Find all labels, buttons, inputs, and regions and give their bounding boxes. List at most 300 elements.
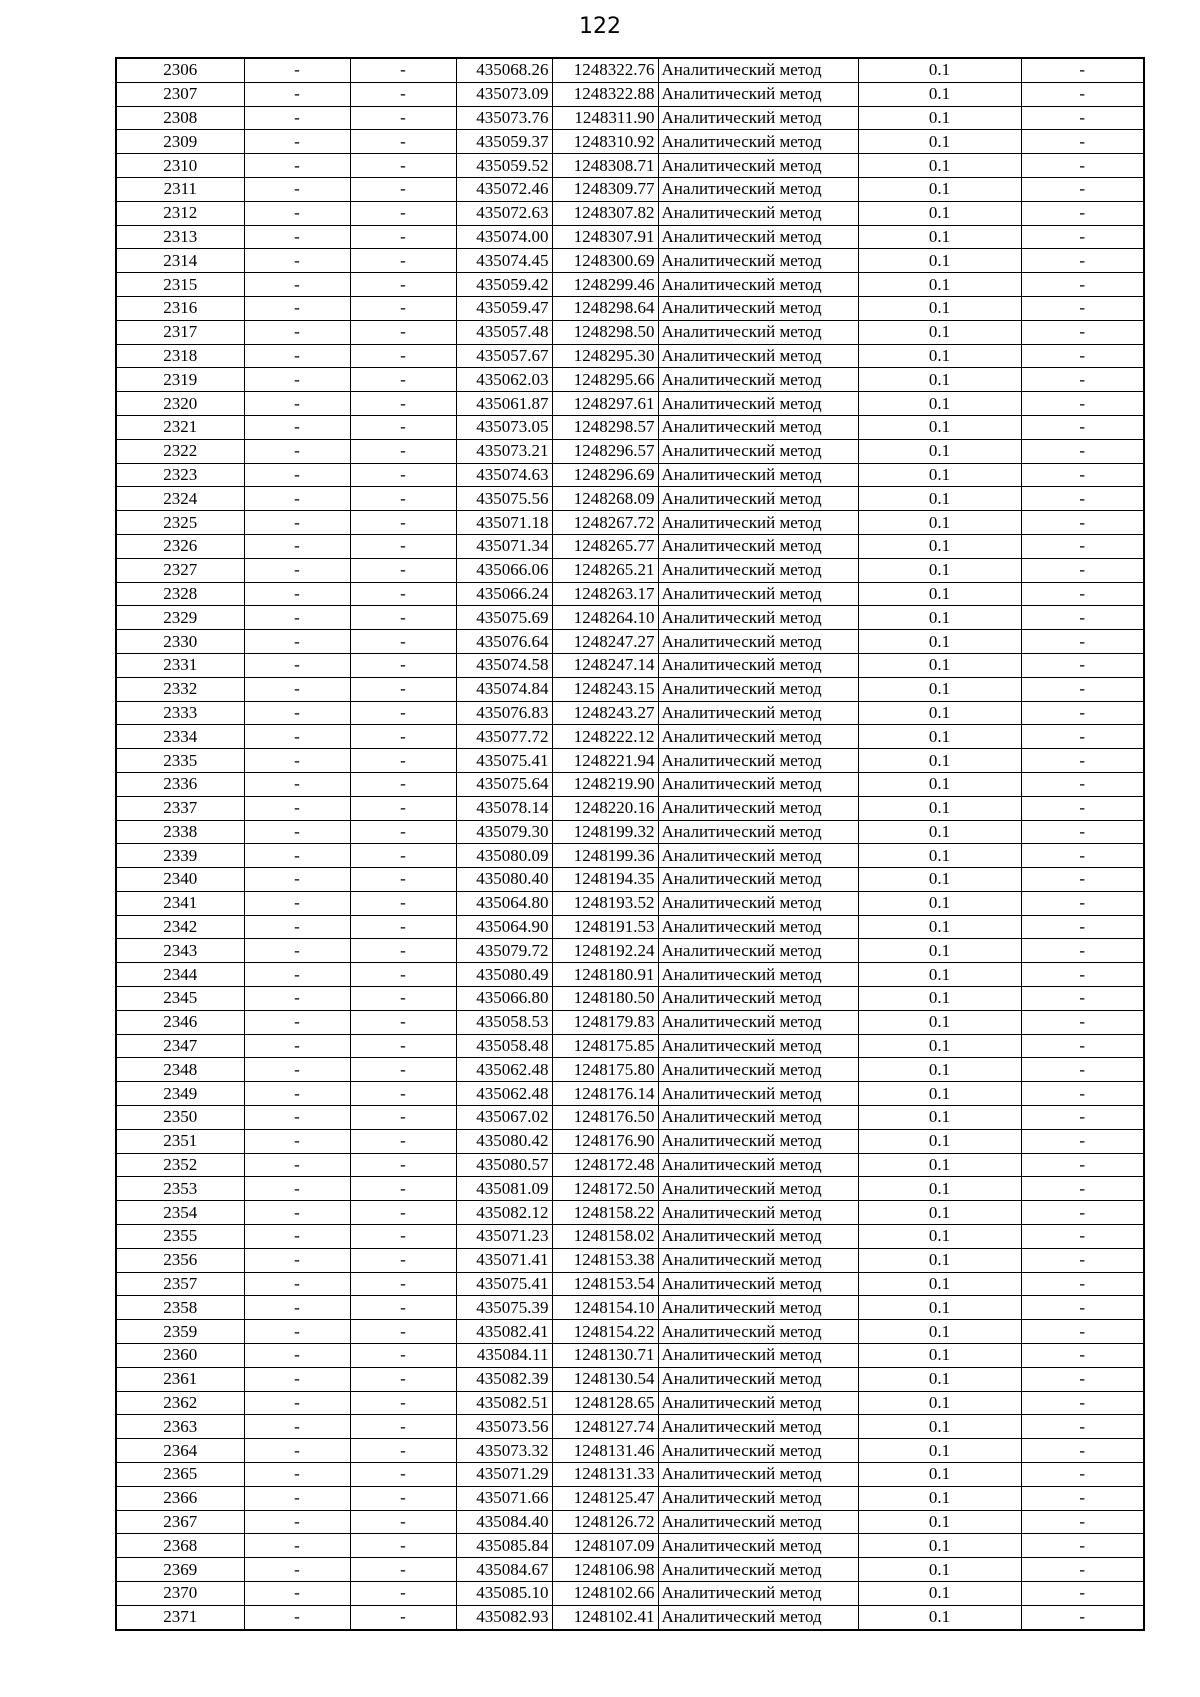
description-cell: - xyxy=(1021,1510,1144,1534)
empty-cell: - xyxy=(350,915,456,939)
y-coordinate-cell: 1248179.83 xyxy=(552,1010,658,1034)
description-cell: - xyxy=(1021,772,1144,796)
y-coordinate-cell: 1248298.57 xyxy=(552,415,658,439)
accuracy-cell: 0.1 xyxy=(858,820,1021,844)
y-coordinate-cell: 1248265.77 xyxy=(552,534,658,558)
x-coordinate-cell: 435072.63 xyxy=(456,201,552,225)
table-row xyxy=(116,1177,1144,1201)
empty-cell: - xyxy=(244,749,350,773)
y-coordinate-cell: 1248221.94 xyxy=(552,749,658,773)
accuracy-cell: 0.1 xyxy=(858,296,1021,320)
accuracy-cell: 0.1 xyxy=(858,987,1021,1011)
description-cell: - xyxy=(1021,273,1144,297)
empty-cell: - xyxy=(350,1534,456,1558)
table-row xyxy=(116,1106,1144,1130)
empty-cell: - xyxy=(350,1367,456,1391)
method-cell: Аналитический метод xyxy=(658,463,858,487)
x-coordinate-cell: 435074.84 xyxy=(456,677,552,701)
empty-cell: - xyxy=(244,725,350,749)
empty-cell: - xyxy=(244,558,350,582)
method-cell: Аналитический метод xyxy=(658,1344,858,1368)
description-cell: - xyxy=(1021,1201,1144,1225)
empty-cell: - xyxy=(244,1510,350,1534)
y-coordinate-cell: 1248220.16 xyxy=(552,796,658,820)
description-cell: - xyxy=(1021,1367,1144,1391)
x-coordinate-cell: 435073.21 xyxy=(456,439,552,463)
empty-cell: - xyxy=(244,344,350,368)
x-coordinate-cell: 435075.41 xyxy=(456,1272,552,1296)
description-cell: - xyxy=(1021,606,1144,630)
description-cell: - xyxy=(1021,820,1144,844)
point-number-cell: 2321 xyxy=(116,415,244,439)
empty-cell: - xyxy=(244,868,350,892)
accuracy-cell: 0.1 xyxy=(858,1391,1021,1415)
accuracy-cell: 0.1 xyxy=(858,487,1021,511)
table-row xyxy=(116,1439,1144,1463)
y-coordinate-cell: 1248172.48 xyxy=(552,1153,658,1177)
description-cell: - xyxy=(1021,653,1144,677)
description-cell: - xyxy=(1021,392,1144,416)
empty-cell: - xyxy=(244,796,350,820)
y-coordinate-cell: 1248322.88 xyxy=(552,82,658,106)
empty-cell: - xyxy=(244,987,350,1011)
method-cell: Аналитический метод xyxy=(658,653,858,677)
x-coordinate-cell: 435084.40 xyxy=(456,1510,552,1534)
empty-cell: - xyxy=(350,820,456,844)
table-row xyxy=(116,653,1144,677)
method-cell: Аналитический метод xyxy=(658,1106,858,1130)
empty-cell: - xyxy=(350,487,456,511)
description-cell: - xyxy=(1021,1225,1144,1249)
table-row xyxy=(116,677,1144,701)
x-coordinate-cell: 435080.40 xyxy=(456,868,552,892)
method-cell: Аналитический метод xyxy=(658,273,858,297)
description-cell: - xyxy=(1021,844,1144,868)
empty-cell: - xyxy=(350,987,456,1011)
table-row xyxy=(116,582,1144,606)
empty-cell: - xyxy=(244,1010,350,1034)
x-coordinate-cell: 435075.64 xyxy=(456,772,552,796)
point-number-cell: 2318 xyxy=(116,344,244,368)
empty-cell: - xyxy=(350,677,456,701)
table-row xyxy=(116,463,1144,487)
table-row xyxy=(116,1415,1144,1439)
description-cell: - xyxy=(1021,1153,1144,1177)
empty-cell: - xyxy=(350,653,456,677)
empty-cell: - xyxy=(350,1558,456,1582)
table-row xyxy=(116,1463,1144,1487)
accuracy-cell: 0.1 xyxy=(858,154,1021,178)
x-coordinate-cell: 435073.09 xyxy=(456,82,552,106)
empty-cell: - xyxy=(244,677,350,701)
x-coordinate-cell: 435071.41 xyxy=(456,1248,552,1272)
method-cell: Аналитический метод xyxy=(658,1605,858,1629)
description-cell: - xyxy=(1021,868,1144,892)
point-number-cell: 2371 xyxy=(116,1605,244,1629)
method-cell: Аналитический метод xyxy=(658,939,858,963)
table-row xyxy=(116,1034,1144,1058)
table-row xyxy=(116,296,1144,320)
point-number-cell: 2348 xyxy=(116,1058,244,1082)
description-cell: - xyxy=(1021,487,1144,511)
point-number-cell: 2344 xyxy=(116,963,244,987)
accuracy-cell: 0.1 xyxy=(858,1272,1021,1296)
empty-cell: - xyxy=(350,154,456,178)
method-cell: Аналитический метод xyxy=(658,368,858,392)
y-coordinate-cell: 1248130.54 xyxy=(552,1367,658,1391)
coordinates-table xyxy=(115,57,1145,1631)
empty-cell: - xyxy=(350,963,456,987)
y-coordinate-cell: 1248127.74 xyxy=(552,1415,658,1439)
table-row xyxy=(116,177,1144,201)
x-coordinate-cell: 435073.32 xyxy=(456,1439,552,1463)
accuracy-cell: 0.1 xyxy=(858,582,1021,606)
point-number-cell: 2310 xyxy=(116,154,244,178)
point-number-cell: 2349 xyxy=(116,1082,244,1106)
method-cell: Аналитический метод xyxy=(658,1034,858,1058)
x-coordinate-cell: 435079.72 xyxy=(456,939,552,963)
x-coordinate-cell: 435074.45 xyxy=(456,249,552,273)
description-cell: - xyxy=(1021,1106,1144,1130)
empty-cell: - xyxy=(244,1225,350,1249)
description-cell: - xyxy=(1021,106,1144,130)
y-coordinate-cell: 1248263.17 xyxy=(552,582,658,606)
x-coordinate-cell: 435058.48 xyxy=(456,1034,552,1058)
description-cell: - xyxy=(1021,1582,1144,1606)
method-cell: Аналитический метод xyxy=(658,58,858,82)
accuracy-cell: 0.1 xyxy=(858,796,1021,820)
accuracy-cell: 0.1 xyxy=(858,630,1021,654)
empty-cell: - xyxy=(244,534,350,558)
empty-cell: - xyxy=(350,772,456,796)
x-coordinate-cell: 435059.52 xyxy=(456,154,552,178)
description-cell: - xyxy=(1021,82,1144,106)
table-row xyxy=(116,1058,1144,1082)
method-cell: Аналитический метод xyxy=(658,392,858,416)
empty-cell: - xyxy=(350,1225,456,1249)
empty-cell: - xyxy=(244,1034,350,1058)
accuracy-cell: 0.1 xyxy=(858,1367,1021,1391)
description-cell: - xyxy=(1021,1534,1144,1558)
empty-cell: - xyxy=(350,1248,456,1272)
table-row xyxy=(116,1153,1144,1177)
empty-cell: - xyxy=(350,1463,456,1487)
description-cell: - xyxy=(1021,1605,1144,1629)
point-number-cell: 2333 xyxy=(116,701,244,725)
point-number-cell: 2326 xyxy=(116,534,244,558)
x-coordinate-cell: 435075.56 xyxy=(456,487,552,511)
method-cell: Аналитический метод xyxy=(658,201,858,225)
point-number-cell: 2322 xyxy=(116,439,244,463)
empty-cell: - xyxy=(350,868,456,892)
y-coordinate-cell: 1248102.41 xyxy=(552,1605,658,1629)
empty-cell: - xyxy=(244,820,350,844)
x-coordinate-cell: 435062.48 xyxy=(456,1082,552,1106)
description-cell: - xyxy=(1021,891,1144,915)
empty-cell: - xyxy=(244,415,350,439)
accuracy-cell: 0.1 xyxy=(858,891,1021,915)
x-coordinate-cell: 435084.11 xyxy=(456,1344,552,1368)
table-row xyxy=(116,1320,1144,1344)
method-cell: Аналитический метод xyxy=(658,820,858,844)
accuracy-cell: 0.1 xyxy=(858,1058,1021,1082)
y-coordinate-cell: 1248192.24 xyxy=(552,939,658,963)
point-number-cell: 2314 xyxy=(116,249,244,273)
table-row xyxy=(116,891,1144,915)
method-cell: Аналитический метод xyxy=(658,630,858,654)
description-cell: - xyxy=(1021,1463,1144,1487)
empty-cell: - xyxy=(244,772,350,796)
x-coordinate-cell: 435074.63 xyxy=(456,463,552,487)
table-row xyxy=(116,1486,1144,1510)
description-cell: - xyxy=(1021,296,1144,320)
method-cell: Аналитический метод xyxy=(658,749,858,773)
table-row xyxy=(116,439,1144,463)
x-coordinate-cell: 435057.67 xyxy=(456,344,552,368)
x-coordinate-cell: 435071.29 xyxy=(456,1463,552,1487)
point-number-cell: 2317 xyxy=(116,320,244,344)
accuracy-cell: 0.1 xyxy=(858,1296,1021,1320)
x-coordinate-cell: 435076.83 xyxy=(456,701,552,725)
description-cell: - xyxy=(1021,1272,1144,1296)
x-coordinate-cell: 435085.10 xyxy=(456,1582,552,1606)
table-row xyxy=(116,725,1144,749)
empty-cell: - xyxy=(350,1415,456,1439)
accuracy-cell: 0.1 xyxy=(858,844,1021,868)
point-number-cell: 2327 xyxy=(116,558,244,582)
table-row xyxy=(116,82,1144,106)
table-row xyxy=(116,987,1144,1011)
y-coordinate-cell: 1248219.90 xyxy=(552,772,658,796)
method-cell: Аналитический метод xyxy=(658,1534,858,1558)
table-row xyxy=(116,1534,1144,1558)
method-cell: Аналитический метод xyxy=(658,1463,858,1487)
point-number-cell: 2323 xyxy=(116,463,244,487)
empty-cell: - xyxy=(244,915,350,939)
point-number-cell: 2341 xyxy=(116,891,244,915)
table-row xyxy=(116,249,1144,273)
x-coordinate-cell: 435074.58 xyxy=(456,653,552,677)
y-coordinate-cell: 1248131.46 xyxy=(552,1439,658,1463)
point-number-cell: 2364 xyxy=(116,1439,244,1463)
point-number-cell: 2353 xyxy=(116,1177,244,1201)
method-cell: Аналитический метод xyxy=(658,701,858,725)
table-row xyxy=(116,58,1144,82)
point-number-cell: 2365 xyxy=(116,1463,244,1487)
empty-cell: - xyxy=(350,1129,456,1153)
table-row xyxy=(116,392,1144,416)
description-cell: - xyxy=(1021,1177,1144,1201)
y-coordinate-cell: 1248308.71 xyxy=(552,154,658,178)
table-row xyxy=(116,201,1144,225)
empty-cell: - xyxy=(350,320,456,344)
y-coordinate-cell: 1248264.10 xyxy=(552,606,658,630)
description-cell: - xyxy=(1021,130,1144,154)
x-coordinate-cell: 435075.39 xyxy=(456,1296,552,1320)
description-cell: - xyxy=(1021,915,1144,939)
y-coordinate-cell: 1248243.15 xyxy=(552,677,658,701)
empty-cell: - xyxy=(350,582,456,606)
method-cell: Аналитический метод xyxy=(658,772,858,796)
table-row xyxy=(116,1582,1144,1606)
empty-cell: - xyxy=(244,1391,350,1415)
x-coordinate-cell: 435080.42 xyxy=(456,1129,552,1153)
description-cell: - xyxy=(1021,963,1144,987)
empty-cell: - xyxy=(350,701,456,725)
method-cell: Аналитический метод xyxy=(658,868,858,892)
accuracy-cell: 0.1 xyxy=(858,534,1021,558)
y-coordinate-cell: 1248243.27 xyxy=(552,701,658,725)
accuracy-cell: 0.1 xyxy=(858,558,1021,582)
empty-cell: - xyxy=(350,82,456,106)
point-number-cell: 2311 xyxy=(116,177,244,201)
empty-cell: - xyxy=(350,1272,456,1296)
x-coordinate-cell: 435082.51 xyxy=(456,1391,552,1415)
accuracy-cell: 0.1 xyxy=(858,1106,1021,1130)
empty-cell: - xyxy=(350,1082,456,1106)
y-coordinate-cell: 1248102.66 xyxy=(552,1582,658,1606)
point-number-cell: 2350 xyxy=(116,1106,244,1130)
description-cell: - xyxy=(1021,939,1144,963)
table-row xyxy=(116,511,1144,535)
method-cell: Аналитический метод xyxy=(658,1272,858,1296)
point-number-cell: 2330 xyxy=(116,630,244,654)
empty-cell: - xyxy=(350,796,456,820)
method-cell: Аналитический метод xyxy=(658,1510,858,1534)
x-coordinate-cell: 435075.69 xyxy=(456,606,552,630)
table-row xyxy=(116,963,1144,987)
x-coordinate-cell: 435064.80 xyxy=(456,891,552,915)
empty-cell: - xyxy=(244,963,350,987)
point-number-cell: 2338 xyxy=(116,820,244,844)
accuracy-cell: 0.1 xyxy=(858,1439,1021,1463)
table-row xyxy=(116,1296,1144,1320)
table-row xyxy=(116,106,1144,130)
y-coordinate-cell: 1248154.22 xyxy=(552,1320,658,1344)
empty-cell: - xyxy=(244,1153,350,1177)
empty-cell: - xyxy=(244,1534,350,1558)
description-cell: - xyxy=(1021,796,1144,820)
accuracy-cell: 0.1 xyxy=(858,1510,1021,1534)
x-coordinate-cell: 435062.48 xyxy=(456,1058,552,1082)
empty-cell: - xyxy=(244,1177,350,1201)
accuracy-cell: 0.1 xyxy=(858,963,1021,987)
accuracy-cell: 0.1 xyxy=(858,1605,1021,1629)
empty-cell: - xyxy=(244,939,350,963)
point-number-cell: 2335 xyxy=(116,749,244,773)
description-cell: - xyxy=(1021,1034,1144,1058)
accuracy-cell: 0.1 xyxy=(858,511,1021,535)
empty-cell: - xyxy=(350,106,456,130)
method-cell: Аналитический метод xyxy=(658,296,858,320)
method-cell: Аналитический метод xyxy=(658,344,858,368)
y-coordinate-cell: 1248131.33 xyxy=(552,1463,658,1487)
empty-cell: - xyxy=(244,1201,350,1225)
table-row xyxy=(116,796,1144,820)
x-coordinate-cell: 435081.09 xyxy=(456,1177,552,1201)
table-row xyxy=(116,273,1144,297)
table-row xyxy=(116,1510,1144,1534)
description-cell: - xyxy=(1021,558,1144,582)
empty-cell: - xyxy=(244,606,350,630)
empty-cell: - xyxy=(350,130,456,154)
method-cell: Аналитический метод xyxy=(658,677,858,701)
empty-cell: - xyxy=(350,1510,456,1534)
method-cell: Аналитический метод xyxy=(658,320,858,344)
y-coordinate-cell: 1248299.46 xyxy=(552,273,658,297)
table-row xyxy=(116,320,1144,344)
empty-cell: - xyxy=(350,1034,456,1058)
method-cell: Аналитический метод xyxy=(658,1153,858,1177)
table-row xyxy=(116,1272,1144,1296)
y-coordinate-cell: 1248265.21 xyxy=(552,558,658,582)
empty-cell: - xyxy=(350,1058,456,1082)
accuracy-cell: 0.1 xyxy=(858,439,1021,463)
page-number: 122 xyxy=(579,14,621,39)
accuracy-cell: 0.1 xyxy=(858,130,1021,154)
method-cell: Аналитический метод xyxy=(658,582,858,606)
empty-cell: - xyxy=(244,1082,350,1106)
description-cell: - xyxy=(1021,201,1144,225)
accuracy-cell: 0.1 xyxy=(858,653,1021,677)
point-number-cell: 2340 xyxy=(116,868,244,892)
description-cell: - xyxy=(1021,630,1144,654)
y-coordinate-cell: 1248175.80 xyxy=(552,1058,658,1082)
x-coordinate-cell: 435072.46 xyxy=(456,177,552,201)
accuracy-cell: 0.1 xyxy=(858,344,1021,368)
empty-cell: - xyxy=(350,392,456,416)
y-coordinate-cell: 1248296.69 xyxy=(552,463,658,487)
x-coordinate-cell: 435074.00 xyxy=(456,225,552,249)
description-cell: - xyxy=(1021,1296,1144,1320)
accuracy-cell: 0.1 xyxy=(858,58,1021,82)
table-row xyxy=(116,1129,1144,1153)
accuracy-cell: 0.1 xyxy=(858,106,1021,130)
description-cell: - xyxy=(1021,249,1144,273)
empty-cell: - xyxy=(350,1582,456,1606)
empty-cell: - xyxy=(350,249,456,273)
y-coordinate-cell: 1248307.91 xyxy=(552,225,658,249)
accuracy-cell: 0.1 xyxy=(858,677,1021,701)
x-coordinate-cell: 435085.84 xyxy=(456,1534,552,1558)
y-coordinate-cell: 1248296.57 xyxy=(552,439,658,463)
x-coordinate-cell: 435073.56 xyxy=(456,1415,552,1439)
empty-cell: - xyxy=(244,1129,350,1153)
method-cell: Аналитический метод xyxy=(658,130,858,154)
accuracy-cell: 0.1 xyxy=(858,1225,1021,1249)
description-cell: - xyxy=(1021,177,1144,201)
table-body xyxy=(116,58,1144,1630)
x-coordinate-cell: 435071.23 xyxy=(456,1225,552,1249)
description-cell: - xyxy=(1021,987,1144,1011)
empty-cell: - xyxy=(244,58,350,82)
method-cell: Аналитический метод xyxy=(658,1248,858,1272)
x-coordinate-cell: 435082.12 xyxy=(456,1201,552,1225)
table-row xyxy=(116,868,1144,892)
empty-cell: - xyxy=(350,630,456,654)
empty-cell: - xyxy=(244,1320,350,1344)
method-cell: Аналитический метод xyxy=(658,154,858,178)
empty-cell: - xyxy=(244,368,350,392)
description-cell: - xyxy=(1021,320,1144,344)
x-coordinate-cell: 435059.47 xyxy=(456,296,552,320)
description-cell: - xyxy=(1021,1082,1144,1106)
table-row xyxy=(116,630,1144,654)
empty-cell: - xyxy=(244,1344,350,1368)
empty-cell: - xyxy=(244,487,350,511)
empty-cell: - xyxy=(350,1486,456,1510)
table-row xyxy=(116,1391,1144,1415)
